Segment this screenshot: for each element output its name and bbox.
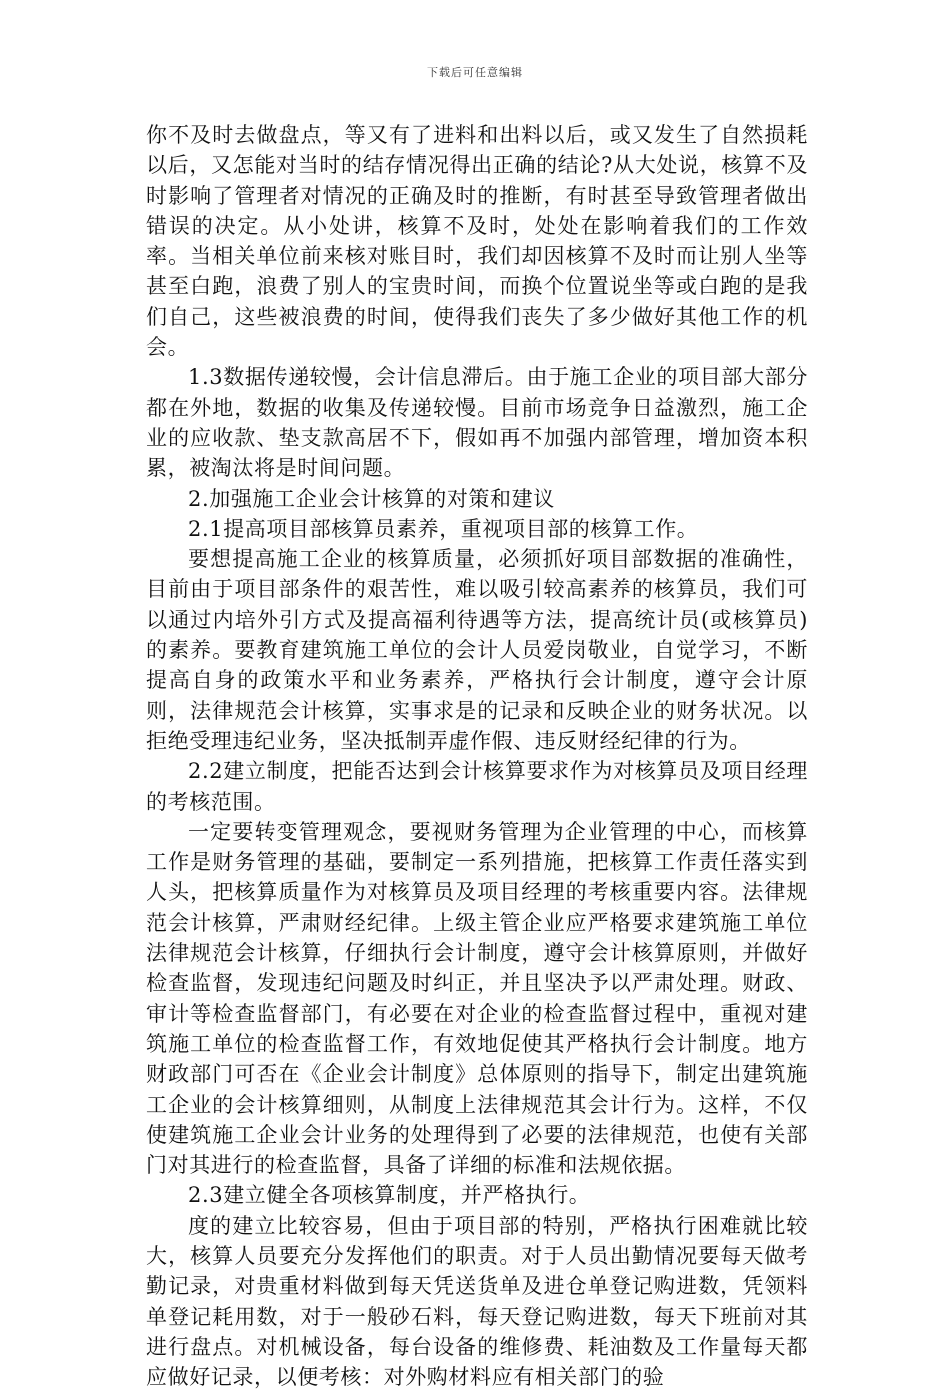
subsection-heading: 2.3建立健全各项核算制度，并严格执行。 bbox=[188, 1183, 591, 1208]
paragraph: 度的建立比较容易，但由于项目部的特别，严格执行困难就比较大，核算人员要充分发挥他们的职责。对于人员出勤情况要每天做考勤记录，对贵重材料做到每天凭送货单及进仓单登记购进数，凭领料单登记耗用数，对于一般砂石料，每天登记购进数，每天下班前对其进行盘点。对机械设备，每台设备的维修费、耗油数及工作量每天都应做好记录，以便考核：对外购材料应有相关部门的验 bbox=[146, 1213, 808, 1390]
paragraph: 你不及时去做盘点，等又有了进料和出料以后，或又发生了自然损耗以后，又怎能对当时的结存情况得出正确的结论?从大处说，核算不及时影响了管理者对情况的正确及时的推断，有时甚至导致管理者做出错误的决定。从小处讲，核算不及时，处处在影响着我们的工作效率。当相关单位前来核对账目时，我们却因核算不及时而让别人坐等甚至白跑，浪费了别人的宝贵时间，而换个位置说坐等或白跑的是我们自己，这些被浪费的时间，使得我们丧失了多少做好其他工作的机会。 bbox=[146, 123, 808, 360]
paragraph: 要想提高施工企业的核算质量，必须抓好项目部数据的准确性，目前由于项目部条件的艰苦性，难以吸引较高素养的核算员，我们可以通过内培外引方式及提高福利待遇等方法，提高统计员(或核算员)的素养。要教育建筑施工单位的会计人员爱岗敬业，自觉学习，不断提高自身的政策水平和业务素养，严格执行会计制度，遵守会计原则，法律规范会计核算，实事求是的记录和反映企业的财务状况。以拒绝受理违纪业务，坚决抵制弄虚作假、违反财经纪律的行为。 bbox=[146, 547, 808, 753]
paragraph: 一定要转变管理观念，要视财务管理为企业管理的中心，而核算工作是财务管理的基础，要制定一系列措施，把核算工作责任落实到人头，把核算质量作为对核算员及项目经理的考核重要内容。法律规范会计核算，严肃财经纪律。上级主管企业应严格要求建筑施工单位法律规范会计核算，仔细执行会计制度，遵守会计核算原则，并做好检查监督，发现违纪问题及时纠正，并且坚决予以严肃处理。财政、审计等检查监督部门，有必要在对企业的检查监督过程中，重视对建筑施工单位的检查监督工作，有效地促使其严格执行会计制度。地方财政部门可否在《企业会计制度》总体原则的指导下，制定出建筑施工企业的会计核算细则，从制度上法律规范其会计行为。这样，不仅使建筑施工企业会计业务的处理得到了必要的法律规范，也使有关部门对其进行的检查监督，具备了详细的标准和法规依据。 bbox=[146, 819, 808, 1178]
page-header: 下载后可任意编辑 bbox=[427, 66, 523, 79]
document-body bbox=[146, 120, 808, 1392]
section-heading: 2.加强施工企业会计核算的对策和建议 bbox=[188, 486, 555, 511]
subsection-heading: 2.1提高项目部核算员素养，重视项目部的核算工作。 bbox=[188, 516, 699, 541]
subsection-heading: 2.2建立制度，把能否达到会计核算要求作为对核算员及项目经理的考核范围。 bbox=[146, 759, 808, 814]
paragraph: 1.3数据传递较慢，会计信息滞后。由于施工企业的项目部大部分都在外地，数据的收集及传递较慢。目前市场竞争日益激烈，施工企业的应收款、垫支款高居不下，假如再不加强内部管理，增加资本积累，被淘汰将是时间问题。 bbox=[146, 365, 808, 481]
